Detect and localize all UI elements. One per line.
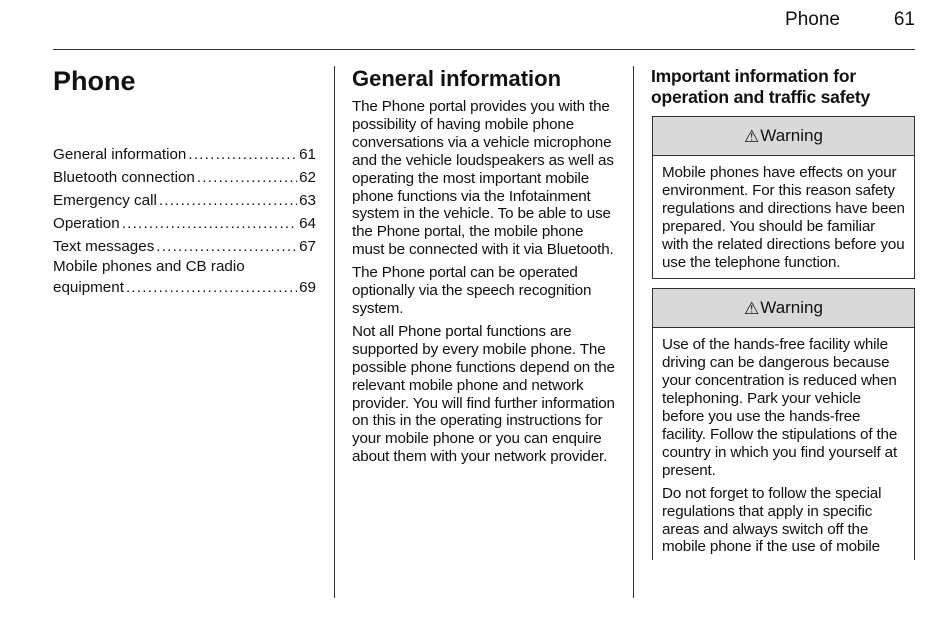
toc-entry[interactable] [53, 166, 316, 189]
warning-label: Warning [760, 298, 823, 318]
warning-paragraph: Mobile phones have effects on your environment. For this reason safety regulations and directions have been prepared. You should be familiar with the related directions before you use the telephone function. [662, 164, 905, 271]
warning-header [653, 117, 914, 156]
toc-entry-page: 69 [299, 279, 316, 296]
toc-entry-label: Operation [53, 215, 120, 232]
warning-triangle-icon: ⚠ [744, 126, 760, 146]
toc-column [53, 60, 316, 299]
warning-box [652, 116, 915, 279]
toc-entry-page: 64 [299, 215, 316, 232]
warning-body [653, 328, 914, 560]
toc-entry-label-line1: Mobile phones and CB radio [53, 258, 245, 275]
toc-leader-dots [188, 143, 297, 166]
toc-entry-page: 67 [299, 238, 316, 255]
warning-header [653, 289, 914, 328]
subsection-heading: Important information for operation and traffic safety [651, 66, 871, 107]
body-paragraph: The Phone portal can be operated optionally via the speech recognition system. [352, 264, 592, 317]
table-of-contents [53, 143, 316, 299]
warning-paragraph: Use of the hands-free facility while driving can be dangerous because your concentration is reduced when telephoning. Park your vehicle before you use the hands-free facility. Follow the stipulations of the country in which you find yourself at present. [662, 336, 898, 479]
toc-entry[interactable] [53, 212, 316, 235]
warning-paragraph: Do not forget to follow the special regulations that apply in specific areas and always switch off the mobile phone if the use of mobile [662, 484, 882, 556]
warning-body [653, 156, 914, 278]
header-page-number: 61 [893, 9, 915, 30]
section-heading: General information [352, 66, 562, 91]
warning-label: Warning [760, 126, 823, 145]
body-paragraph: Not all Phone portal functions are supported by every mobile phone. The possible phone functions depend on the relevant mobile phone and network provider. You will find further information on this in the operating instructions for your mobile phone or you can enquire about them with your network provider. [352, 322, 615, 466]
chapter-title: Phone [53, 66, 136, 96]
column-divider-right [633, 66, 634, 598]
column-divider-left [334, 66, 335, 598]
toc-leader-dots [126, 276, 297, 299]
toc-entry-label-line2: equipment [53, 279, 124, 296]
toc-entry-page: 63 [299, 192, 316, 209]
toc-entry-page: 61 [299, 146, 316, 163]
toc-leader-dots [159, 189, 297, 212]
toc-leader-dots [197, 166, 297, 189]
toc-entry[interactable] [53, 189, 316, 212]
body-paragraph: The Phone portal provides you with the possibility of having mobile phone conversations via a vehicle microphone and the vehicle loudspeakers as well as operating the most important mobile phone functions via the Infotainment system in the vehicle. To be able to use the Phone portal, the mobile phone must be connected with it via Bluetooth. [352, 98, 614, 259]
warning-triangle-icon: ⚠ [744, 298, 760, 318]
header-rule [53, 49, 915, 50]
safety-section [651, 66, 916, 560]
warning-box [652, 288, 915, 560]
toc-entry[interactable] [53, 258, 316, 299]
header-section-title: Phone [785, 9, 840, 30]
toc-leader-dots [122, 212, 297, 235]
toc-leader-dots [156, 235, 297, 258]
toc-entry[interactable] [53, 143, 316, 166]
general-information-section [352, 66, 618, 471]
toc-entry-page: 62 [299, 169, 316, 186]
page-header [0, 0, 950, 50]
toc-entry-label: Text messages [53, 238, 155, 255]
toc-entry[interactable] [53, 235, 316, 258]
toc-entry-label: General information [53, 146, 187, 163]
toc-entry-label: Emergency call [53, 192, 157, 209]
toc-entry-label: Bluetooth connection [53, 169, 195, 186]
